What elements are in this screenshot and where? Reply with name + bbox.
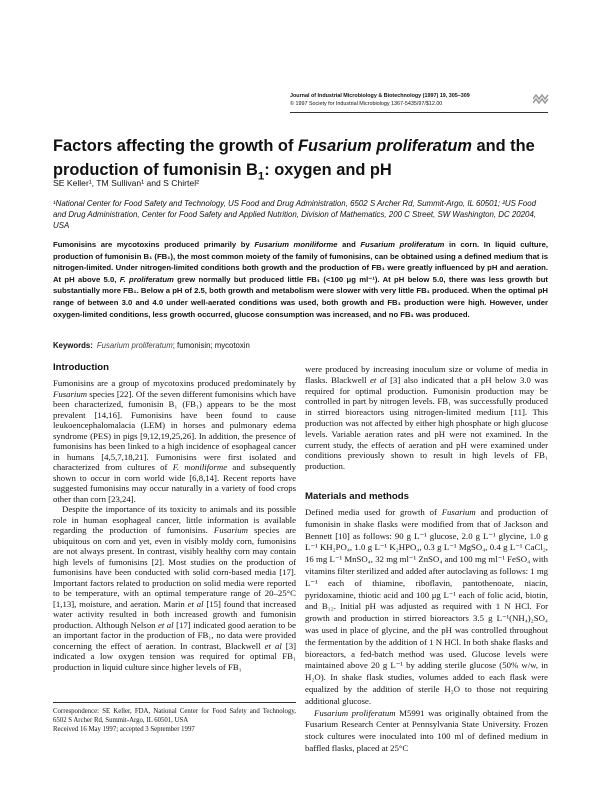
text-segment: and subsequently shown to occur in corn world wide [6,8,14]. Recent reports have suggested fumonisins may occur naturally in a variety of food crops other than corn [23,24].: [53, 462, 296, 504]
keywords-label: Keywords:: [53, 341, 93, 350]
text-segment: species are ubiquitous on corn and yet, even in visibly moldy corn, fumonisins are not always present. In contrast, visibly healthy corn may contain high levels of fumonisins [2]. Most studies on the production of fumonisins have been conducted with solid corn-based media [17]. Important factors related to production on solid media were reported to be temperature, with an optimal temperature range of 20–25°C [1,13], moisture, and aeration. Marin: [53, 525, 297, 609]
affiliations: ¹National Center for Food Safety and Technology, US Food and Drug Administration, 6502 S Archer Rd, Summit-Argo, IL 60501; ²US Food and Drug Administration, Center for Food Safety and Applied Nutrition, Division of Mathematics, 200 C Street, SW Washington, DC 20204, USA: [53, 199, 537, 230]
materials-methods-body: [305, 507, 548, 755]
text-segment: species [22]. Of the seven different fumonisins which have been characterized, fumonisin B₁ (FB₁) appears to be the most prevalent [14,16]. Fumonisins have been found to cause leukoencephalomalacia (LEM) in horses and pulmonary edema syndrome (PES) in pigs [9,12,19,25,26]. In addition, the presence of fumonisins has been linked to a high incidence of esophageal cancer in humans [4,5,7,18,21]. Fumonisins were first isolated and characterized from cultures of: [53, 388, 296, 472]
correspondence-footnote: [53, 707, 296, 734]
text-segment: ; fumonisin; mycotoxin: [172, 341, 250, 350]
text-segment: were produced by increasing inoculum size or volume of media in flasks. Blackwell: [305, 364, 548, 385]
title-species: Fusarium proliferatum: [297, 137, 472, 155]
copyright-line: © 1997 Society for Industrial Microbiology 1367-5435/97/$12.00: [290, 101, 443, 107]
section-heading-introduction: Introduction: [53, 362, 109, 373]
footnote-rule: [53, 702, 296, 703]
italic-text: Fusarium: [53, 388, 88, 399]
title-subscript: 1: [257, 170, 265, 183]
italic-text: et al: [187, 598, 204, 609]
text-segment: [15] found that increased water activity resulted in both increased growth and fumonisin production. Although Nelson: [53, 598, 297, 630]
title-text: and the production of fumonisin B: [53, 137, 535, 179]
text-segment: Despite the importance of its toxicity to animals and its possible role in human esophageal cancer, little information is available regarding the production of fumonisins.: [53, 504, 296, 535]
italic-text: F. moniliforme: [172, 462, 228, 472]
italic-text: Fusarium: [213, 525, 248, 535]
text-segment: grew normally but produced little FB₁ (<100 μg ml⁻¹). At pH below 5.0, there was less growth but substantially more FB₁. Below a pH of 2.5, both growth and metabolism were slower with very little FB₁ produced. When the optimal pH range of between 3.0 and 4.0 under well-aerated conditions was used, both growth and FB₁ production were high. However, under oxygen-limited conditions, less growth occurred, glucose consumption was increased, and no FB₁ was produced.: [53, 274, 548, 319]
authors: SE Keller¹, TM Sullivan¹ and S Chirtel²: [53, 178, 199, 188]
keywords: [53, 341, 250, 350]
text-segment: [3] also indicated that a pH below 3.0 was required for optimal production. Fumonisin production may be controlled in part by nitrogen levels. FB₁ was successfully produced in stirred bioreactors using nitrogen-limited medium [11]. This production was not affected by either high phosphate or high glucose levels. Variable aeration rates and pH were not examined. In the current study, the effects of aeration and pH were examined under conditions previously shown to result in high levels of FB₁ production.: [305, 374, 548, 472]
italic-text: et al: [157, 619, 174, 630]
left-column-body: [53, 378, 296, 672]
italic-text: F. proliferatum: [119, 274, 174, 284]
italic-text: et al: [264, 640, 282, 651]
received-dates: Received 16 May 1997; accepted 3 September 1997: [53, 726, 195, 733]
text-segment: M5991 was originally obtained from the Fusarium Research Center at Pennsylvania State University. Frozen stock cultures were inoculated into 100 ml of defined medium in baffled flasks, placed at 25°C: [305, 707, 548, 753]
paragraph: [305, 507, 548, 708]
italic-text: Fusarium moniliforme: [254, 240, 338, 249]
italic-text: Fusarium proliferatum: [96, 341, 173, 350]
text-segment: Fumonisins are a group of mycotoxins produced predominately by: [53, 378, 296, 388]
text-segment: [17] indicated good aeration to be an important factor in the production of FB₁, no data were provided concerning the effect of aeration. In contrast, Blackwell: [53, 619, 296, 651]
italic-text: Fusarium proliferatum: [314, 707, 396, 718]
text-segment: in corn. In liquid culture, production of fumonisin B₁ (FB₁), the most common moiety of the family of fumonisins, can be obtained using a defined medium that is nitrogen-limited. Under nitrogen-limited conditions both growth and the production of FB₁ were greatly influenced by pH and aeration. At pH above 5.0,: [53, 240, 548, 284]
right-column-intro-body: [305, 364, 548, 472]
paragraph: [305, 364, 548, 472]
journal-citation: Journal of Industrial Microbiology & Biotechnology (1997) 19, 305–309: [290, 93, 470, 99]
publisher-logo-icon: [533, 94, 549, 104]
text-segment: Fumonisins are mycotoxins produced primarily by: [53, 240, 255, 249]
section-heading-materials-methods: Materials and methods: [305, 491, 409, 502]
italic-text: Fusarium: [441, 507, 476, 517]
text-segment: and production of fumonisin in shake flasks were modified from that of Jackson and Bennett [10] as follows: 90 g L⁻¹ glucose, 2.0 g L⁻¹ glycine, 1.0 g L⁻¹ KH₂PO₄, 1.0 g L⁻¹ K₂HPO₄, 0.3 g L⁻¹ MgSO₄, 0.4 g L⁻¹ CaCl₂, 16 mg L⁻¹ MnSO₄, 32 mg ml⁻¹ ZnSO₄ and 100 mg ml⁻¹ FeSO₄ with vitamins filter sterilized and added after autoclaving as follows: 1 mg L⁻¹ each of thiamine, riboflavin, pantothenoate, niacin, pyridoxamine, thiotic acid and 100 μg L⁻¹ each of folic acid, biotin, and B₁₂. Initial pH was adjusted as required with 1 N HCl. For growth and production in stirred bioreactors 3.5 g L⁻¹(NH₄)₂SO₄ was used in place of glycine, and the pH was controlled throughout the fermentation by the addition of 1 N HCl. In both shake flasks and bioreactors, a fed-batch method was used. Glucose levels were maintained above 20 g L⁻¹ by adding sterile glucose (50% w/w, in H₂O). In shake flask studies, volumes added to each flask were equalized by the addition of sterile H₂O to those not requiring additional glucose.: [305, 507, 548, 706]
paragraph: [305, 708, 548, 755]
title-text: : oxygen and pH: [264, 161, 392, 179]
text-segment: [3] indicated a low oxygen tension was required for optimal FB₁ production in liquid culture since higher levels of FB₁: [53, 640, 297, 672]
text-segment: Defined media used for growth of: [305, 507, 442, 517]
header-rule: [290, 112, 548, 113]
italic-text: et al: [370, 374, 387, 385]
correspondence: Correspondence: SE Keller, FDA, National Center for Food Safety and Technology, 6502 S Archer Rd, Summit-Argo, IL 60501, USA: [53, 708, 296, 724]
text-segment: and: [337, 240, 361, 249]
journal-header: [290, 92, 470, 108]
article-title: [53, 134, 553, 182]
paragraph: [53, 378, 296, 504]
abstract: [53, 239, 548, 320]
keywords-values: [97, 341, 250, 350]
title-text: Factors affecting the growth of: [53, 137, 298, 155]
paragraph: [53, 504, 296, 672]
italic-text: Fusarium proliferatum: [360, 240, 445, 249]
